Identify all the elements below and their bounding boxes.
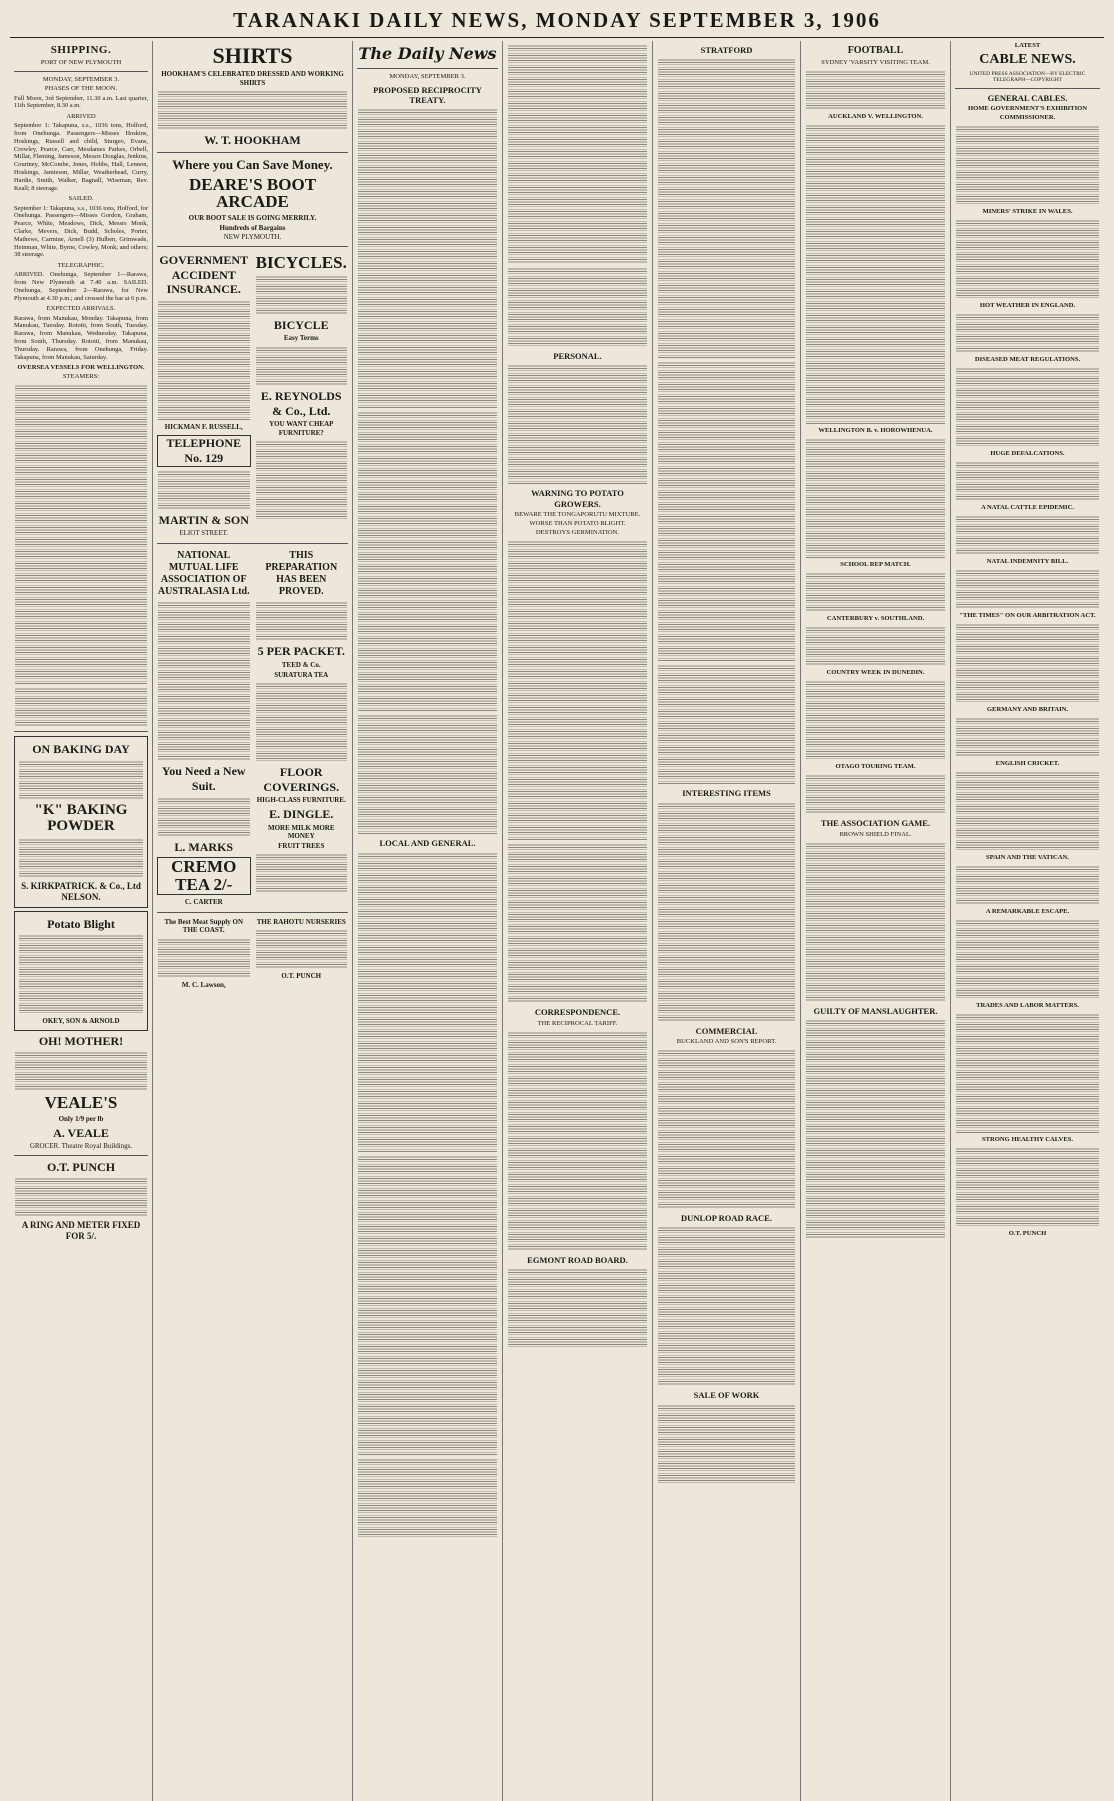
gov-ad <box>157 251 251 539</box>
buckland: BUCKLAND AND SON'S REPORT. <box>676 1038 777 1046</box>
bicycles-ad <box>255 251 349 539</box>
per-packet: 5 PER PACKET. <box>257 644 345 659</box>
dunlop: DUNLOP ROAD RACE. <box>681 1213 772 1224</box>
remarkable-escape: A REMARKABLE ESCAPE. <box>985 907 1070 915</box>
brown-shield: BROWN SHIELD FINAL. <box>839 830 912 838</box>
country-week: COUNTRY WEEK IN DUNEDIN. <box>826 669 925 677</box>
trades-labor: TRADES AND LABOR MATTERS. <box>976 1001 1079 1009</box>
shipping-list-2 <box>15 687 147 727</box>
bicycle: BICYCLE <box>273 317 329 332</box>
moon-text: Full Moon, 3rd September, 11.30 a.m. Last quarter, 11th September, 8.30 a.m. <box>14 94 148 110</box>
veales: VEALE'S <box>44 1093 118 1113</box>
column-6 <box>800 41 950 1801</box>
reciprocal-tariff: THE RECIPROCAL TARIFF. <box>537 1019 618 1027</box>
cheap-furniture: YOU WANT CHEAP FURNITURE? <box>269 420 334 437</box>
col2-punch: O.T. PUNCH <box>281 972 322 981</box>
worse: WORSE THAN POTATO BLIGHT. <box>529 520 626 528</box>
kirkpatrick: S. KIRKPATRICK. & Co., Ltd NELSON. <box>21 880 141 902</box>
sydney-varsity: SYDNEY 'VARSITY VISITING TEAM. <box>821 59 930 67</box>
press-association: UNITED PRESS ASSOCIATION—BY ELECTRIC TELEGRAPH—COPYRIGHT <box>969 70 1086 84</box>
column-2 <box>152 41 352 1801</box>
rahotu: THE RAHOTU NURSERIES <box>256 917 346 926</box>
potato-blight: Potato Blight <box>47 916 115 931</box>
editorial-date: MONDAY, SEPTEMBER 3. <box>389 72 466 80</box>
telegraphic-text: ARRIVED. Onehunga, September 1—Rarawa, from New Plymouth at 7.40 a.m. SAILED. Onehunga, September 2—Rarawa, for New Plymouth at 4.30 p.m.; and crossed the bar at 6 p.m. <box>14 271 148 302</box>
column-1 <box>10 41 152 1801</box>
moon-heading: PHASES OF THE MOON. <box>44 85 118 93</box>
beware: BEWARE THE TONGAPORUTU MIXTURE. <box>514 511 641 519</box>
boot-sale: OUR BOOT SALE IS GOING MERRILY. <box>188 214 317 223</box>
k-powder: "K" BAKING POWDER <box>34 802 128 834</box>
hookham-name: W. T. HOOKHAM <box>204 133 301 148</box>
editorial-title: The Daily News <box>358 44 497 63</box>
association-game: THE ASSOCIATION GAME. <box>820 818 931 829</box>
c-carter: C. CARTER <box>184 898 223 907</box>
easy-terms: Easy Terms <box>283 334 319 343</box>
local-general: LOCAL AND GENERAL. <box>379 838 476 849</box>
oh-mother: OH! MOTHER! <box>38 1033 124 1048</box>
diseased-meat: DISEASED MEAT REGULATIONS. <box>974 355 1081 363</box>
canterbury: CANTERBURY v. SOUTHLAND. <box>826 615 925 623</box>
warning-potato: WARNING TO POTATO GROWERS. <box>531 488 624 509</box>
column-7 <box>950 41 1104 1801</box>
shipping-heading: SHIPPING. <box>50 44 112 56</box>
correspondence: CORRESPONDENCE. <box>534 1007 621 1018</box>
column-5 <box>652 41 800 1801</box>
expected-heading: EXPECTED ARRIVALS. <box>46 305 116 313</box>
more-milk: MORE MILK MORE MONEY <box>268 823 335 841</box>
best-meat: The Best Meat Supply ON THE COAST. <box>164 917 244 935</box>
telegraphic-heading: TELEGRAPHIC. <box>57 262 105 270</box>
personal: PERSONAL. <box>553 351 602 361</box>
okey-arnold: OKEY, SON & ARNOLD <box>42 1017 120 1026</box>
a-veale: A. VEALE <box>53 1125 109 1140</box>
columns <box>10 41 1104 1801</box>
gov-accident: GOVERNMENT ACCIDENT INSURANCE. <box>159 252 249 297</box>
baking-day: ON BAKING DAY <box>32 742 130 757</box>
sailed-heading: SAILED. <box>68 195 94 203</box>
destroys: DESTROYS GERMINATION. <box>535 529 620 537</box>
hickman: HICKMAN F. RUSSELL, <box>164 422 243 431</box>
new-suit: You Need a New Suit. <box>161 764 246 794</box>
latest: LATEST <box>1014 42 1041 49</box>
hookham-shirts: HOOKHAM'S CELEBRATED DRESSED AND WORKING SHIRTS <box>161 70 344 87</box>
l-marks: L. MARKS <box>174 839 234 854</box>
fruit-trees: FRUIT TREES <box>278 841 325 850</box>
masthead: TARANAKI DAILY NEWS, MONDAY SEPTEMBER 3, 1906 <box>10 6 1104 38</box>
cable-news: CABLE NEWS. <box>979 52 1076 68</box>
huge-defalcations: HUGE DEFALCATIONS. <box>990 449 1065 457</box>
wellington-b: WELLINGTON B. v. HOROWHENUA. <box>818 427 933 435</box>
expected-text: Rarawa, from Manukau, Monday. Takapuna, from Manukau, Tuesday. Rotoiti, from South, Tuesday. Rarawa, from Manukau, Wednesday. Takapuna, from South, Thursday. Rotoiti, from Manukau, Thursday. Rarawa, from Onehunga, Friday. Takapuna, from Manukau, Saturday. <box>14 314 148 361</box>
cremo-box: CREMO TEA 2/- <box>157 857 251 895</box>
school-rep: SCHOOL REP MATCH. <box>840 561 911 569</box>
healthy-calves: STRONG HEALTHY CALVES. <box>981 1135 1074 1143</box>
potato-ad <box>14 911 148 1031</box>
telephone: TELEPHONE No. 129 <box>157 435 251 466</box>
germany-britain: GERMANY AND BRITAIN. <box>986 705 1069 713</box>
oversea-heading: OVERSEA VESSELS FOR WELLINGTON. <box>17 364 145 372</box>
otp-punch: O.T. PUNCH <box>46 1159 116 1174</box>
stratford: STRATFORD <box>700 45 753 55</box>
times-arbitration: "THE TIMES" ON OUR ARBITRATION ACT. <box>959 611 1096 619</box>
arrived-heading: ARRIVED <box>66 113 96 121</box>
home-gov: HOME GOVERNMENT'S EXHIBITION COMMISSIONER. <box>967 105 1088 121</box>
bargains: Hundreds of Bargains <box>219 223 286 232</box>
football: FOOTBALL <box>847 45 904 56</box>
col7-punch: O.T. PUNCH <box>1008 1229 1047 1237</box>
port-line: PORT OF NEW PLYMOUTH <box>40 59 122 67</box>
ring-meter: A RING AND METER FIXED FOR 5/. <box>21 1220 141 1242</box>
egmont: EGMONT ROAD BOARD. <box>527 1254 628 1265</box>
auckland-v-wellington: AUCKLAND V. WELLINGTON. <box>828 113 923 121</box>
otago: OTAGO TOURING TEAM. <box>835 763 916 771</box>
suratura: SURATURA TEA <box>274 670 329 679</box>
veale-price: Only 1/9 per lb <box>58 1115 104 1124</box>
column-4 <box>502 41 652 1801</box>
lawson: M. C. Lawson, <box>181 980 226 989</box>
bicycles-heading: BICYCLES. <box>255 252 347 272</box>
high-class: HIGH-CLASS FURNITURE. <box>256 796 346 805</box>
dingle: E. DINGLE. <box>269 806 334 821</box>
shipping-date: MONDAY, SEPTEMBER 3. <box>42 76 120 84</box>
sale-of-work: SALE OF WORK <box>693 1390 760 1401</box>
sailed-text: September 1: Takapuna, s.s., 1036 tons, Holford, for Onehunga. Passengers—Misses Gordon, Graham, Pearce, White, Meadows, Dick, Messrs Monk, Clarke, Mevers, Dick, Budd, Scholes, Porter, Mathews, Carmine, Arnell (3) Hulben, Grimwade, Heinman, White, Byrne, Cowley, Monk; and others; 38 steerage. <box>14 204 148 259</box>
save-money: Where you Can Save Money. <box>172 156 333 172</box>
new-plymouth: NEW PLYMOUTH. <box>223 233 282 242</box>
manslaughter: GUILTY OF MANSLAUGHTER. <box>813 1005 938 1016</box>
hot-weather: HOT WEATHER IN ENGLAND. <box>979 301 1076 309</box>
column-3 <box>352 41 502 1801</box>
preparation: THIS PREPARATION HAS BEEN PROVED. <box>265 549 338 598</box>
reciprocity-heading: PROPOSED RECIPROCITY TREATY. <box>373 84 482 105</box>
miners: MINERS' STRIKE IN WALES. <box>982 207 1073 215</box>
general-cables: GENERAL CABLES. <box>987 93 1068 104</box>
ad-row-1 <box>157 251 348 539</box>
reynolds: E. REYNOLDS & Co., Ltd. <box>260 388 342 418</box>
english-cricket: ENGLISH CRICKET. <box>995 759 1060 767</box>
natal-indemnity: NATAL INDEMNITY BILL. <box>986 557 1069 565</box>
commercial: COMMERCIAL <box>695 1025 758 1036</box>
teed: TEED & Co. <box>281 661 321 670</box>
baking-ad <box>14 736 148 907</box>
martin-son: MARTIN & SON <box>158 512 249 527</box>
shirts-heading: SHIRTS <box>212 43 293 68</box>
national-mutual: NATIONAL MUTUAL LIFE ASSOCIATION OF AUSTRALASIA Ltd. <box>157 549 250 598</box>
spain-vatican: SPAIN AND THE VATICAN. <box>986 853 1069 861</box>
shipping-list <box>15 384 147 684</box>
natal-cattle: A NATAL CATTLE EPIDEMIC. <box>980 503 1075 511</box>
arrived-text: September 1: Takapuna, s.s., 1036 tons, Holford, from Onehunga. Passengers—Misses Hoskins, Hoskings, Russell and child, Sturgeo, Evans, Crowley, Pearce, Carr, Mesdames Parkes, Orbell, Millar, Fleming, Jameson, Messrs Douglas, Jenkins, Courtney, McCombe, Jones, Hobbs, Hall, Lennon, Hoskings, Jamieson, Millar, Weatherhead, Curry, Hardie, Smith, Walker, Bagnall, Wiseman, Rev. Keall; 8 steerage. <box>14 122 148 192</box>
deares-boot: DEARE'S BOOT ARCADE <box>188 174 317 212</box>
interesting-items: INTERESTING ITEMS <box>682 788 771 799</box>
veale-grocer: GROCER. Theatre Royal Buildings. <box>29 1142 133 1151</box>
eliot-street: ELIOT STREET. <box>179 529 229 538</box>
ad-row-2 <box>157 548 348 908</box>
floor-coverings: FLOOR COVERINGS. <box>263 765 340 794</box>
steamers-heading: STEAMERS: <box>62 373 100 381</box>
